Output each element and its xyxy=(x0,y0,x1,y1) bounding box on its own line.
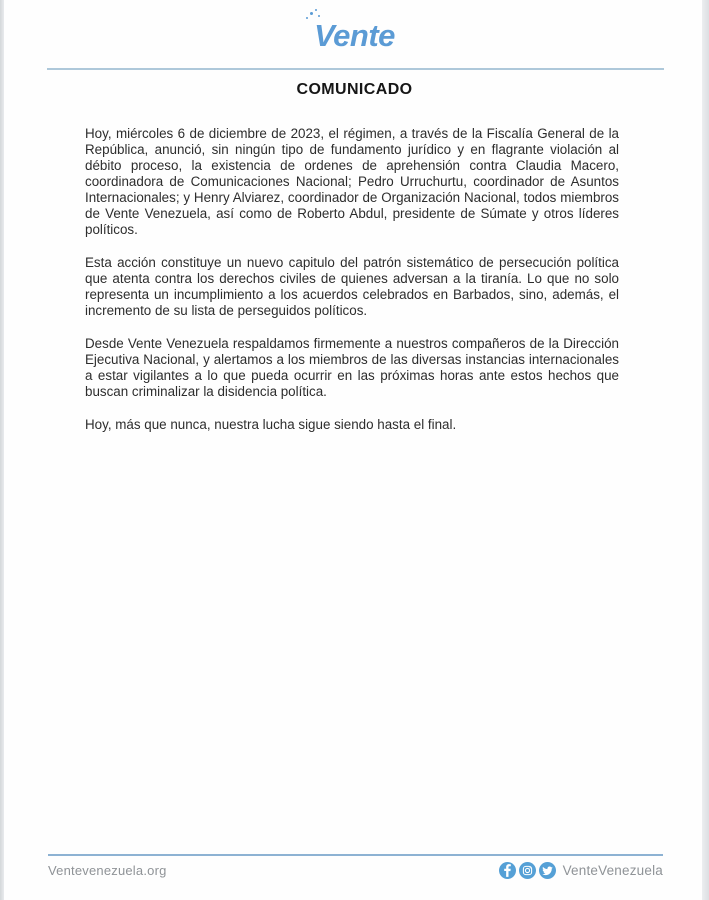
paragraph-3: Desde Vente Venezuela respaldamos firmemente a nuestros compañeros de la Dirección Ejecutiva Nacional, y alertamos a los miembros de las diversas instancias internacionales a estar vigilantes a lo que pueda ocurrir en las próximas horas ante estos hechos que buscan criminalizar la disidencia política. xyxy=(85,336,619,399)
instagram-icon xyxy=(519,862,536,879)
footer xyxy=(48,860,663,880)
twitter-icon xyxy=(539,862,556,879)
social-links xyxy=(499,862,663,879)
paragraph-1: Hoy, miércoles 6 de diciembre de 2023, el régimen, a través de la Fiscalía General de la República, anunció, sin ningún tipo de fundamento jurídico y en flagrante violación al débito proceso, la existencia de ordenes de aprehensión contra Claudia Macero, coordinadora de Comunicaciones Nacional; Pedro Urruchurtu, coordinador de Asuntos Internacionales; y Henry Alviarez, coordinador de Organización Nacional, todos miembros de Vente Venezuela, así como de Roberto Abdul, presidente de Súmate y otros líderes políticos. xyxy=(85,126,619,237)
vente-logo-text: Vente xyxy=(314,18,395,53)
social-handle: VenteVenezuela xyxy=(562,862,663,878)
confetti-dot-icon xyxy=(306,17,308,19)
footer-divider xyxy=(48,854,663,856)
confetti-dot-icon xyxy=(315,9,317,11)
document-body xyxy=(85,126,619,450)
document-title: COMUNICADO xyxy=(296,81,413,98)
header-divider xyxy=(47,68,664,70)
confetti-dot-icon xyxy=(310,12,313,15)
photo-edge-right xyxy=(702,0,709,900)
facebook-icon xyxy=(499,862,516,879)
paragraph-2: Esta acción constituye un nuevo capitulo del patrón sistemático de persecución política que atenta contra los derechos civiles de quienes adversan a la tiranía. Lo que no solo representa un incumplimiento a los acuerdos celebrados en Barbados, sino, además, el incremento de su lista de perseguidos políticos. xyxy=(85,255,619,318)
paragraph-4: Hoy, más que nunca, nuestra lucha sigue siendo hasta el final. xyxy=(85,417,457,432)
header xyxy=(0,18,709,54)
confetti-dot-icon xyxy=(318,15,320,17)
website-text: Ventevenezuela.org xyxy=(48,862,167,878)
photo-edge-left xyxy=(0,0,4,900)
vente-logo xyxy=(314,18,395,54)
